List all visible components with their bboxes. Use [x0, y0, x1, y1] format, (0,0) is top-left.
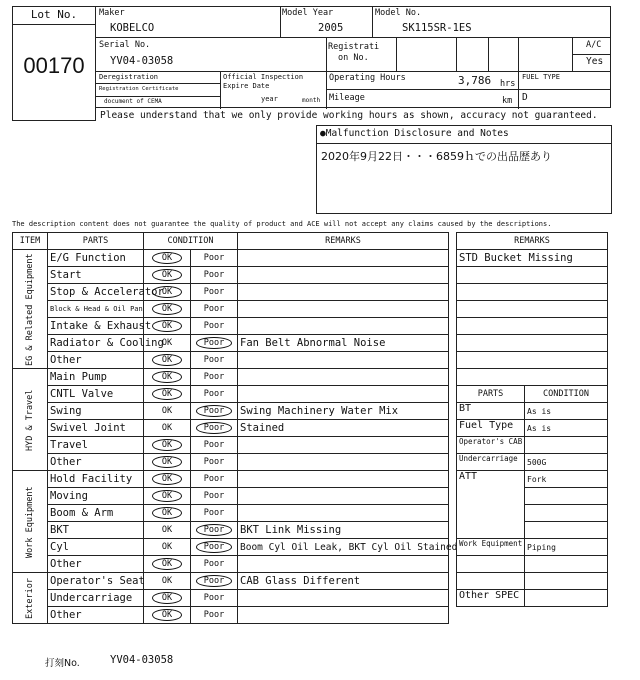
right-part-name: Fuel Type: [457, 420, 525, 437]
ok-circled: OK: [152, 320, 182, 332]
inspection-label-2: Expire Date: [223, 82, 270, 90]
right-remark-line: [457, 335, 608, 352]
remark: [238, 437, 449, 454]
right-remark-line: [457, 267, 608, 284]
right-remark-line: [457, 369, 608, 386]
ok-circled: OK: [152, 609, 182, 621]
part-name: Stop & Accelerator: [48, 284, 144, 301]
ok-option: OK: [161, 525, 173, 535]
fuel-type-value: D: [522, 92, 528, 103]
part-name: Undercarriage: [48, 590, 144, 607]
table-row: [13, 284, 449, 301]
table-row: [13, 556, 449, 573]
right-remarks-header: REMARKS: [457, 233, 608, 250]
right-condition: 500G: [525, 454, 608, 471]
poor-option: Poor: [203, 610, 225, 620]
part-name: Boom & Arm: [48, 505, 144, 522]
ac-value: Yes: [586, 56, 604, 67]
item-header: ITEM: [13, 233, 48, 250]
poor-option: Poor: [203, 593, 225, 603]
right-remarks-table: [456, 232, 608, 386]
section-label: HYD & Travel: [25, 388, 35, 451]
inspection-label-1: Official Inspection: [223, 73, 304, 81]
right-parts-row: [457, 437, 608, 454]
right-part-name: ATT: [457, 471, 525, 539]
poor-option: Poor: [203, 321, 225, 331]
maker-value: KOBELCO: [110, 22, 155, 34]
poor-option: Poor: [203, 508, 225, 518]
fuel-type-label: FUEL TYPE: [522, 73, 560, 81]
right-condition: [525, 590, 608, 607]
model-no-label: Model No.: [375, 8, 422, 18]
remark: Stained: [238, 420, 449, 437]
table-row: [13, 420, 449, 437]
right-parts-row: [457, 420, 608, 437]
ok-option: OK: [161, 338, 173, 348]
ok-circled: OK: [152, 558, 182, 570]
table-row: [13, 250, 449, 267]
ok-circled: OK: [152, 354, 182, 366]
parts-header: PARTS: [48, 233, 144, 250]
inspection-table: [12, 232, 458, 624]
right-part-name: Work Equipment: [457, 539, 525, 556]
ok-circled: OK: [152, 286, 182, 298]
disclaimer: The description content does not guarantee the quality of product and ACE will not accept any claims caused by the descriptions.: [12, 220, 552, 228]
registration-label-1: Registrati: [328, 42, 380, 52]
part-name: CNTL Valve: [48, 386, 144, 403]
right-part-name: [457, 573, 525, 590]
model-year-label: Model Year: [282, 8, 334, 18]
part-name: Swing: [48, 403, 144, 420]
section-label: Exterior: [25, 577, 35, 619]
right-part-name: [457, 556, 525, 573]
part-name: BKT: [48, 522, 144, 539]
serial-value: YV04-03058: [110, 55, 174, 67]
table-row: [13, 301, 449, 318]
remark: BKT Link Missing: [238, 522, 449, 539]
table-row: [13, 335, 449, 352]
table-row: [13, 454, 449, 471]
poor-circled: Poor: [196, 337, 232, 349]
year-label: year: [261, 95, 278, 103]
poor-circled: Poor: [196, 405, 232, 417]
part-name: Radiator & Cooling: [48, 335, 144, 352]
right-condition-blank: [525, 488, 608, 505]
poor-option: Poor: [203, 440, 225, 450]
table-row: [13, 386, 449, 403]
poor-option: Poor: [203, 287, 225, 297]
poor-option: Poor: [203, 372, 225, 382]
mileage-label: Mileage: [329, 93, 365, 103]
table-row: [13, 573, 449, 590]
ok-circled: OK: [152, 507, 182, 519]
ok-circled: OK: [152, 592, 182, 604]
model-no-value: SK115SR-1ES: [402, 22, 472, 34]
right-parts-header: PARTS: [457, 386, 525, 403]
right-parts-row: [457, 590, 608, 607]
right-parts-table: [456, 385, 608, 607]
table-row: [13, 488, 449, 505]
right-condition: As is: [525, 403, 608, 420]
malfunction-title: ●Malfunction Disclosure and Notes: [320, 128, 509, 139]
table-row: [13, 403, 449, 420]
month-label: month: [302, 97, 321, 104]
table-row: [13, 471, 449, 488]
operating-hours-label: Operating Hours: [329, 73, 406, 83]
part-name: Other: [48, 607, 144, 624]
ok-option: OK: [161, 542, 173, 552]
right-condition-blank: [525, 522, 608, 539]
right-condition-header: CONDITION: [525, 386, 608, 403]
lot-label: Lot No.: [30, 8, 78, 21]
remark: [238, 352, 449, 369]
remark: [238, 471, 449, 488]
part-name: Main Pump: [48, 369, 144, 386]
table-row: [13, 539, 449, 556]
ok-option: OK: [161, 423, 173, 433]
hours-notice: Please understand that we only provide working hours as shown, accuracy not guaranteed.: [100, 110, 598, 121]
right-parts-row: [457, 403, 608, 420]
table-row: [13, 437, 449, 454]
malfunction-box: [316, 125, 612, 214]
poor-circled: Poor: [196, 541, 232, 553]
part-name: E/G Function: [48, 250, 144, 267]
poor-circled: Poor: [196, 524, 232, 536]
right-condition: Fork: [525, 471, 608, 488]
ac-label: A/C: [586, 40, 602, 50]
remark: [238, 386, 449, 403]
remark: [238, 318, 449, 335]
table-row: [13, 318, 449, 335]
right-condition: Piping: [525, 539, 608, 556]
poor-circled: Poor: [196, 422, 232, 434]
remark: [238, 284, 449, 301]
ok-option: OK: [161, 576, 173, 586]
cema-label: document of CEMA: [104, 98, 162, 105]
poor-option: Poor: [203, 304, 225, 314]
maker-label: Maker: [99, 8, 125, 18]
remark: [238, 369, 449, 386]
ok-circled: OK: [152, 371, 182, 383]
ok-circled: OK: [152, 269, 182, 281]
ok-circled: OK: [152, 490, 182, 502]
table-row: [13, 590, 449, 607]
part-name: Other: [48, 556, 144, 573]
right-part-name: Undercarriage: [457, 454, 525, 471]
table-row: [13, 352, 449, 369]
remark: Fan Belt Abnormal Noise: [238, 335, 449, 352]
remark: [238, 607, 449, 624]
right-parts-row: [457, 471, 608, 488]
table-row: [13, 267, 449, 284]
right-part-name: Operator's CAB: [457, 437, 525, 454]
part-name: Block & Head & Oil Pan: [48, 301, 144, 318]
part-name: Hold Facility: [48, 471, 144, 488]
remarks-header: REMARKS: [238, 233, 449, 250]
table-row: [13, 607, 449, 624]
part-name: Swivel Joint: [48, 420, 144, 437]
right-part-name: BT: [457, 403, 525, 420]
poor-option: Poor: [203, 355, 225, 365]
ok-circled: OK: [152, 388, 182, 400]
lot-number: 00170: [23, 53, 85, 78]
poor-option: Poor: [203, 491, 225, 501]
remark: Boom Cyl Oil Leak, BKT Cyl Oil Stained: [238, 539, 449, 556]
table-row: [13, 505, 449, 522]
lot-box: [12, 6, 96, 121]
ok-circled: OK: [152, 439, 182, 451]
right-parts-row: [457, 454, 608, 471]
part-name: Other: [48, 454, 144, 471]
ok-option: OK: [161, 406, 173, 416]
table-row: [13, 369, 449, 386]
poor-option: Poor: [203, 559, 225, 569]
reg-cert-label: Registration Certificate: [99, 86, 179, 92]
part-name: Intake & Exhaust: [48, 318, 144, 335]
remark: [238, 488, 449, 505]
right-remark-line: [457, 301, 608, 318]
right-parts-row: [457, 573, 608, 590]
registration-label-2: on No.: [338, 53, 369, 63]
remark: Swing Machinery Water Mix: [238, 403, 449, 420]
remark: CAB Glass Different: [238, 573, 449, 590]
poor-option: Poor: [203, 457, 225, 467]
condition-header: CONDITION: [144, 233, 238, 250]
part-name: Moving: [48, 488, 144, 505]
part-name: Cyl: [48, 539, 144, 556]
part-name: Other: [48, 352, 144, 369]
remark: [238, 505, 449, 522]
part-name: Operator's Seat: [48, 573, 144, 590]
hrs-unit: hrs: [500, 79, 516, 89]
right-condition: [525, 573, 608, 590]
right-condition: [525, 556, 608, 573]
serial-label: Serial No.: [99, 40, 151, 50]
operating-hours-value: 3,786: [458, 74, 492, 87]
right-remark-line: [457, 352, 608, 369]
right-part-name: Other SPEC: [457, 590, 525, 607]
ok-circled: OK: [152, 252, 182, 264]
poor-option: Poor: [203, 389, 225, 399]
malfunction-text: 2020年9月22日・・・6859ｈでの出品歴あり: [321, 150, 552, 163]
dereg-label: Deregistration: [99, 73, 159, 81]
poor-option: Poor: [203, 270, 225, 280]
right-remark-line: [457, 318, 608, 335]
section-label: Work Equipment: [25, 485, 35, 558]
ok-circled: OK: [152, 473, 182, 485]
remark: [238, 454, 449, 471]
right-remark-line: STD Bucket Missing: [457, 250, 608, 267]
right-condition: As is: [525, 420, 608, 437]
stamp-no-value: YV04-03058: [110, 654, 174, 666]
right-parts-row: [457, 539, 608, 556]
km-unit: km: [502, 96, 513, 106]
part-name: Start: [48, 267, 144, 284]
part-name: Travel: [48, 437, 144, 454]
table-row: [13, 522, 449, 539]
header-grid: [95, 6, 611, 108]
poor-option: Poor: [203, 253, 225, 263]
right-condition: [525, 437, 608, 454]
poor-circled: Poor: [196, 575, 232, 587]
right-remark-line: [457, 284, 608, 301]
remark: [238, 590, 449, 607]
poor-option: Poor: [203, 474, 225, 484]
ok-circled: OK: [152, 303, 182, 315]
stamp-no-label: 打刻No.: [45, 658, 80, 669]
right-parts-row: [457, 556, 608, 573]
remark: [238, 301, 449, 318]
section-label: EG & Related Equipment: [25, 252, 35, 366]
remark: [238, 250, 449, 267]
right-condition-blank: [525, 505, 608, 522]
model-year-value: 2005: [318, 22, 344, 34]
ok-circled: OK: [152, 456, 182, 468]
remark: [238, 267, 449, 284]
remark: [238, 556, 449, 573]
